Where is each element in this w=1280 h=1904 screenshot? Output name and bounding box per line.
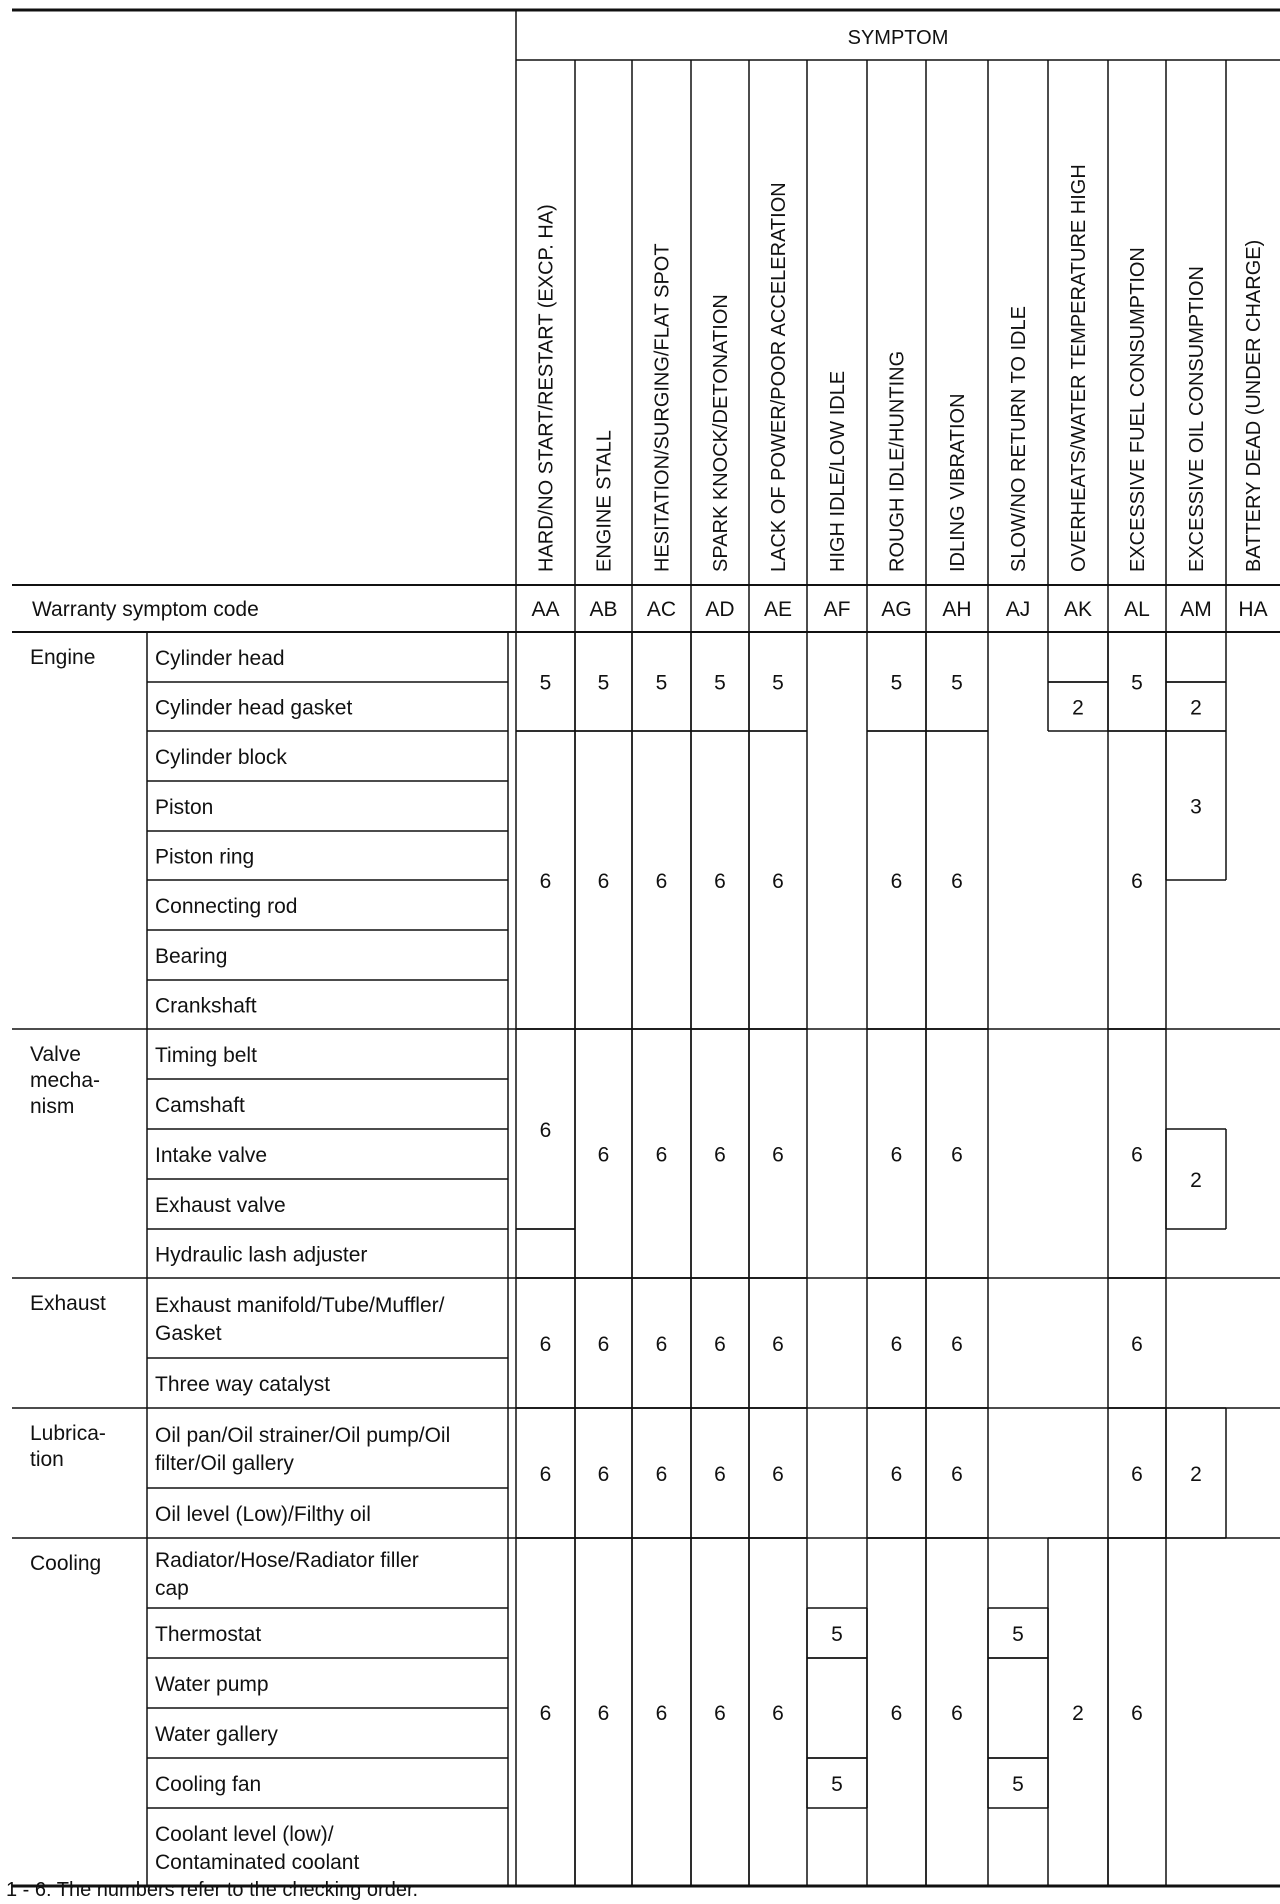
part-label: Oil level (Low)/Filthy oil bbox=[155, 1503, 371, 1526]
part-label: Contaminated coolant bbox=[155, 1851, 360, 1874]
check-order-value: 6 bbox=[951, 870, 963, 893]
check-order-value: 6 bbox=[1131, 1143, 1143, 1167]
check-order-value: 2 bbox=[1190, 1463, 1202, 1486]
check-order-value: 6 bbox=[890, 1702, 903, 1725]
symptom-header: HARD/NO START/RESTART (EXCP. HA) bbox=[535, 204, 558, 572]
check-order-value: 2 bbox=[1190, 696, 1202, 720]
symptom-code: AF bbox=[823, 598, 851, 621]
check-order-value: 6 bbox=[772, 870, 784, 893]
part-label: Cylinder head gasket bbox=[155, 696, 353, 720]
check-order-value: 5 bbox=[831, 1623, 843, 1646]
part-label: Camshaft bbox=[155, 1094, 245, 1117]
check-order-value: 6 bbox=[890, 1463, 903, 1486]
part-label: Exhaust valve bbox=[155, 1194, 286, 1217]
part-label: Bearing bbox=[155, 945, 228, 968]
check-order-value: 6 bbox=[951, 1143, 963, 1167]
part-label: Exhaust manifold/Tube/Muffler/ bbox=[155, 1294, 445, 1317]
check-order-value: 6 bbox=[714, 870, 726, 893]
check-order-value: 6 bbox=[1131, 1463, 1143, 1486]
check-order-value: 6 bbox=[951, 1333, 963, 1356]
footnote: 1 - 6: The numbers refer to the checking order. bbox=[6, 1879, 419, 1901]
check-order-value: 6 bbox=[597, 870, 610, 893]
symptom-header: ROUGH IDLE/HUNTING bbox=[886, 350, 909, 572]
symptom-code: AE bbox=[763, 598, 793, 621]
check-order-value: 6 bbox=[597, 1463, 610, 1486]
check-order-value: 6 bbox=[655, 1702, 668, 1725]
category-label: Lubrica- bbox=[30, 1422, 106, 1445]
part-label: Oil pan/Oil strainer/Oil pump/Oil bbox=[155, 1424, 451, 1447]
check-order-value: 5 bbox=[831, 1773, 843, 1796]
symptom-code: AC bbox=[646, 598, 677, 621]
symptom-code: AL bbox=[1124, 598, 1150, 621]
check-order-value: 5 bbox=[539, 671, 552, 695]
symptom-code: AK bbox=[1063, 598, 1093, 621]
warranty-symptom-code-label: Warranty symptom code bbox=[32, 598, 259, 621]
symptom-header: EXCESSIVE OIL CONSUMPTION bbox=[1186, 266, 1208, 572]
check-order-value: 6 bbox=[539, 1702, 552, 1725]
check-order-value: 6 bbox=[951, 1463, 963, 1486]
check-order-value: 6 bbox=[772, 1143, 784, 1167]
symptom-code: AA bbox=[531, 598, 560, 621]
check-order-value: 6 bbox=[890, 1143, 903, 1167]
table-text bbox=[6, 27, 1268, 1901]
part-label: Thermostat bbox=[155, 1623, 262, 1646]
check-order-value: 6 bbox=[772, 1463, 784, 1486]
check-order-value: 2 bbox=[1072, 1702, 1084, 1725]
check-order-value: 6 bbox=[772, 1333, 784, 1356]
symptom-code: AB bbox=[589, 598, 618, 621]
symptom-code: AH bbox=[942, 598, 972, 621]
part-label: Gasket bbox=[155, 1322, 222, 1345]
check-order-value: 6 bbox=[890, 1333, 903, 1356]
check-order-value: 6 bbox=[597, 1333, 610, 1356]
check-order-value: 6 bbox=[1131, 870, 1143, 893]
part-label: Water pump bbox=[155, 1673, 269, 1696]
check-order-value: 6 bbox=[655, 1463, 668, 1486]
symptom-code: AD bbox=[705, 598, 735, 621]
check-order-value: 6 bbox=[655, 1143, 668, 1167]
check-order-value: 6 bbox=[890, 870, 903, 893]
check-order-value: 6 bbox=[714, 1702, 726, 1725]
part-label: Piston ring bbox=[155, 845, 255, 869]
check-order-value: 5 bbox=[1012, 1773, 1024, 1796]
check-order-value: 2 bbox=[1072, 696, 1084, 720]
symptom-header: BATTERY DEAD (UNDER CHARGE) bbox=[1243, 239, 1265, 572]
check-order-value: 6 bbox=[539, 1119, 552, 1142]
check-order-value: 5 bbox=[655, 671, 668, 695]
check-order-value: 5 bbox=[772, 671, 784, 695]
check-order-value: 6 bbox=[951, 1702, 963, 1725]
check-order-value: 6 bbox=[1131, 1333, 1143, 1356]
part-label: cap bbox=[155, 1577, 189, 1600]
category-label: mecha- bbox=[30, 1069, 101, 1092]
symptom-header: OVERHEATS/WATER TEMPERATURE HIGH bbox=[1068, 164, 1090, 572]
check-order-value: 6 bbox=[772, 1702, 784, 1725]
check-order-value: 6 bbox=[714, 1463, 726, 1486]
symptom-code: AJ bbox=[1005, 598, 1031, 621]
symptom-code: AG bbox=[881, 598, 912, 621]
part-label: Crankshaft bbox=[155, 994, 257, 1018]
symptom-header: SLOW/NO RETURN TO IDLE bbox=[1008, 306, 1030, 572]
check-order-value: 3 bbox=[1190, 795, 1202, 819]
check-order-value: 6 bbox=[539, 1463, 552, 1486]
symptom-header: ENGINE STALL bbox=[593, 430, 616, 572]
check-order-value: 6 bbox=[714, 1143, 726, 1167]
check-order-value: 6 bbox=[714, 1333, 726, 1356]
symptom-header: SPARK KNOCK/DETONATION bbox=[710, 294, 732, 572]
category-label: tion bbox=[30, 1448, 64, 1471]
category-label: Exhaust bbox=[30, 1292, 106, 1315]
check-order-value: 5 bbox=[597, 671, 610, 695]
part-label: Timing belt bbox=[155, 1044, 257, 1067]
category-label: Cooling bbox=[30, 1552, 102, 1575]
part-label: Connecting rod bbox=[155, 895, 298, 918]
part-label: filter/Oil gallery bbox=[155, 1452, 294, 1475]
category-label: Engine bbox=[30, 646, 96, 669]
part-label: Coolant level (low)/ bbox=[155, 1823, 334, 1846]
part-label: Hydraulic lash adjuster bbox=[155, 1243, 368, 1267]
symptom-title: SYMPTOM bbox=[847, 27, 949, 49]
symptom-code: HA bbox=[1238, 598, 1268, 621]
check-order-value: 6 bbox=[597, 1702, 610, 1725]
check-order-value: 2 bbox=[1190, 1169, 1202, 1192]
check-order-value: 6 bbox=[539, 1333, 552, 1356]
check-order-value: 6 bbox=[597, 1143, 610, 1167]
part-label: Cylinder head bbox=[155, 647, 285, 670]
part-label: Cooling fan bbox=[155, 1773, 262, 1796]
category-label: Valve bbox=[30, 1043, 81, 1066]
symptom-header: LACK OF POWER/POOR ACCELERATION bbox=[768, 182, 790, 572]
part-label: Cylinder block bbox=[155, 746, 287, 769]
symptom-header: HIGH IDLE/LOW IDLE bbox=[827, 370, 849, 572]
check-order-value: 5 bbox=[890, 671, 903, 695]
check-order-value: 5 bbox=[951, 671, 963, 695]
symptom-code: AM bbox=[1180, 598, 1212, 621]
symptom-header: HESITATION/SURGING/FLAT SPOT bbox=[651, 243, 674, 572]
check-order-value: 5 bbox=[1131, 671, 1143, 695]
part-label: Water gallery bbox=[155, 1723, 278, 1746]
check-order-value: 6 bbox=[655, 870, 668, 893]
part-label: Intake valve bbox=[155, 1144, 268, 1167]
check-order-value: 5 bbox=[1012, 1623, 1024, 1646]
check-order-value: 6 bbox=[539, 870, 552, 893]
part-label: Radiator/Hose/Radiator filler bbox=[155, 1549, 419, 1572]
symptom-header: IDLING VIBRATION bbox=[947, 393, 969, 572]
check-order-value: 6 bbox=[1131, 1702, 1143, 1725]
check-order-value: 5 bbox=[714, 671, 726, 695]
part-label: Piston bbox=[155, 796, 214, 819]
symptom-header: EXCESSIVE FUEL CONSUMPTION bbox=[1127, 247, 1149, 572]
part-label: Three way catalyst bbox=[155, 1373, 331, 1396]
category-label: nism bbox=[30, 1095, 75, 1118]
check-order-value: 6 bbox=[655, 1333, 668, 1356]
